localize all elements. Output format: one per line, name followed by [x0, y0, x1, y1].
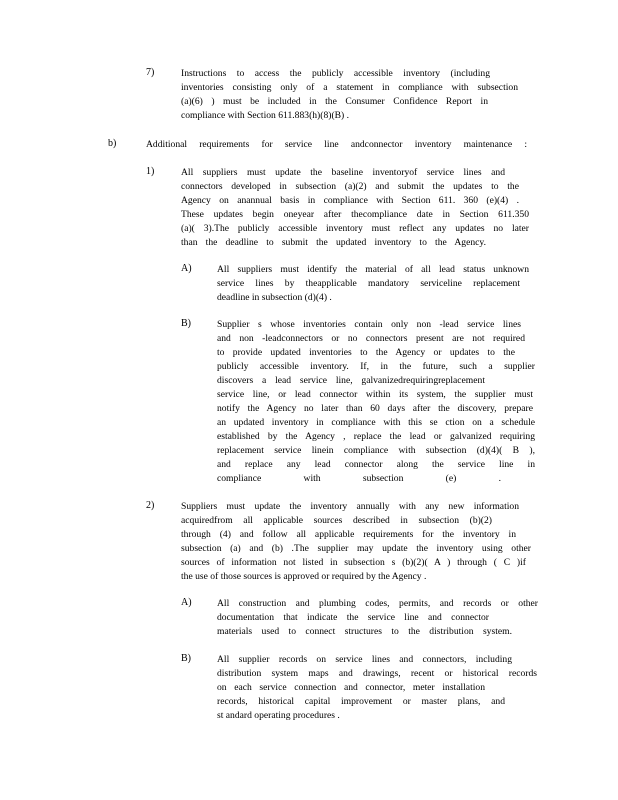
text-line: subsection (a) and (b) .The supplier may update the inventory using other [181, 543, 531, 554]
text-line: These updates begin oneyear after thecompliance date in Section 611.350 [181, 209, 529, 220]
text-line: an updated inventory in compliance with this se ction on a schedule [217, 417, 535, 428]
text-line: All supplier records on service lines and connectors, including [217, 654, 512, 665]
text-line: service lines by theapplicable mandatory serviceline replacement [217, 278, 520, 289]
item-marker: 1) [146, 166, 155, 177]
text-line: st andard operating procedures . [217, 710, 340, 721]
text-line: and replace any lead connector along the service line in [217, 459, 535, 470]
text-line: compliance with subsection (e) . [217, 473, 501, 484]
text-line: connectors developed in subsection (a)(2) and submit the updates to the [181, 181, 519, 192]
text-line: Agency on anannual basis in compliance with Section 611. 360 (e)(4) . [181, 195, 519, 206]
text-line: Instructions to access the publicly accessible inventory (including [181, 68, 490, 79]
section-marker: b) [108, 138, 117, 149]
text-line: through (4) and follow all applicable requirements for the inventory in [181, 529, 516, 540]
text-line: records, historical capital improvement or master plans, and [217, 696, 505, 707]
text-line: documentation that indicate the service line and connector [217, 612, 489, 623]
text-line: replacement service linein compliance with subsection (d)(4)( B ), [217, 445, 535, 456]
subitem-marker: B) [181, 653, 191, 664]
text-line: (a)( 3).The publicly accessible inventory must reflect any updates no later [181, 223, 529, 234]
text-line: and non -leadconnectors or no connectors present are not required [217, 333, 525, 344]
text-line: sources of information not listed in subsection s (b)(2)( A ) through ( C )if [181, 557, 526, 568]
text-line: deadline in subsection (d)(4) . [217, 292, 332, 303]
text-line: All construction and plumbing codes, permits, and records or other [217, 598, 538, 609]
text-line: All suppliers must identify the material of all lead status unknown [217, 264, 529, 275]
text-line: materials used to connect structures to the distribution system. [217, 626, 512, 637]
text-line: discovers a lead service line, galvanizedrequiringreplacement [217, 375, 485, 386]
item-marker: 7) [146, 67, 155, 78]
text-line: Supplier s whose inventories contain only non -lead service lines [217, 319, 521, 330]
text-line: the use of those sources is approved or required by the Agency . [181, 571, 427, 582]
text-line: (a)(6) ) must be included in the Consumer Confidence Report in [181, 96, 488, 107]
text-line: distribution system maps and drawings, recent or historical records [217, 668, 537, 679]
subitem-marker: A) [181, 597, 192, 608]
item-marker: 2) [146, 500, 155, 511]
text-line: All suppliers must update the baseline inventoryof service lines and [181, 167, 505, 178]
text-line: established by the Agency , replace the lead or galvanized requiring [217, 431, 535, 442]
section-heading: Additional requirements for service line andconnector inventory maintenance : [146, 139, 527, 150]
text-line: publicly accessible inventory. If, in the future, such a supplier [217, 361, 535, 372]
text-line: than the deadline to submit the updated inventory to the Agency. [181, 237, 486, 248]
text-line: service line, or lead connector within its system, the supplier must [217, 389, 533, 400]
text-line: acquiredfrom all applicable sources described in subsection (b)(2) [181, 515, 492, 526]
text-line: Suppliers must update the inventory annually with any new information [181, 501, 519, 512]
subitem-marker: B) [181, 318, 191, 329]
text-line: on each service connection and connector, meter installation [217, 682, 485, 693]
text-line: to provide updated inventories to the Agency or updates to the [217, 347, 515, 358]
text-line: compliance with Section 611.883(h)(8)(B) . [181, 110, 350, 121]
text-line: notify the Agency no later than 60 days after the discovery, prepare [217, 403, 533, 414]
subitem-marker: A) [181, 263, 192, 274]
text-line: inventories consisting only of a statement in compliance with subsection [181, 82, 518, 93]
